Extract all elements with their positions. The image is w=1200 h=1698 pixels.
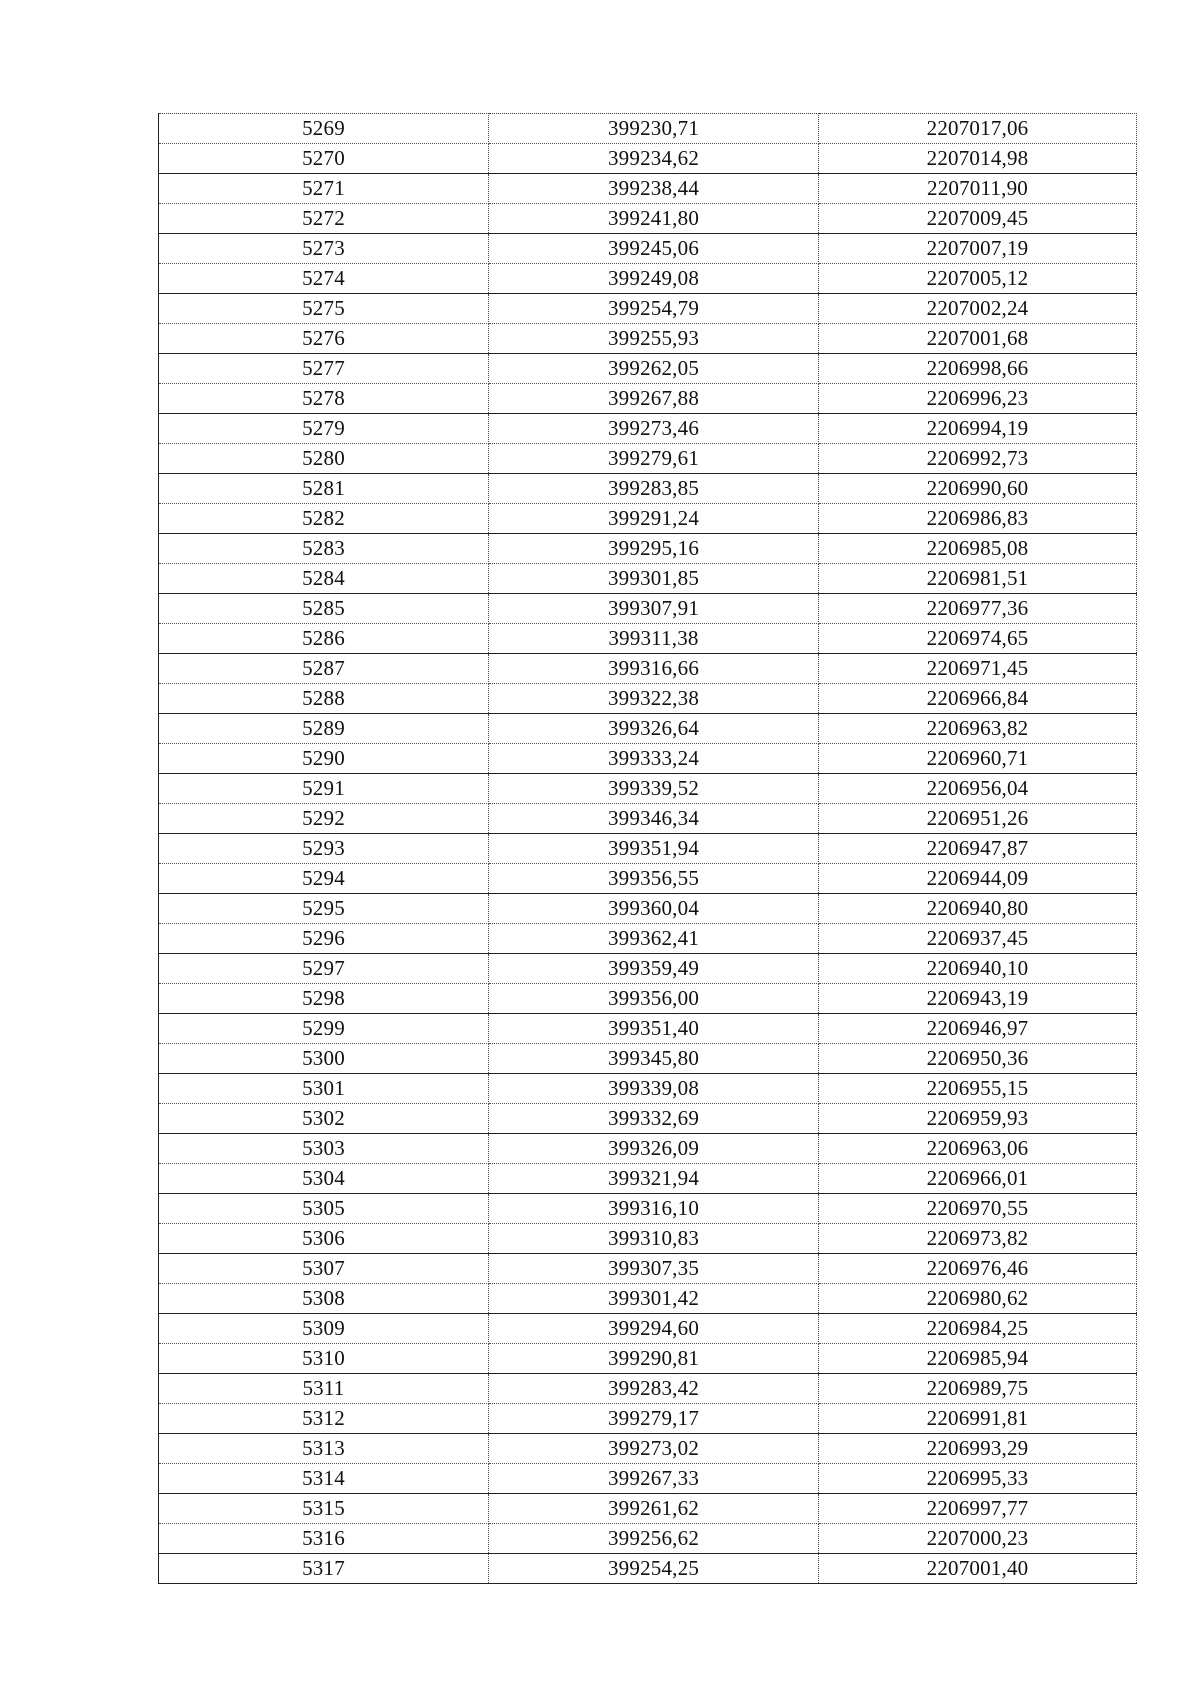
y-coordinate-cell: 2206985,08 [819, 534, 1137, 564]
x-coordinate-cell: 399256,62 [489, 1524, 819, 1554]
x-coordinate-cell: 399295,16 [489, 534, 819, 564]
x-coordinate-cell: 399301,42 [489, 1284, 819, 1314]
y-coordinate-cell: 2206960,71 [819, 744, 1137, 774]
y-coordinate-cell: 2206985,94 [819, 1344, 1137, 1374]
x-coordinate-cell: 399339,52 [489, 774, 819, 804]
x-coordinate-cell: 399321,94 [489, 1164, 819, 1194]
table-row [159, 204, 1137, 234]
point-number-cell: 5279 [159, 414, 489, 444]
x-coordinate-cell: 399294,60 [489, 1314, 819, 1344]
point-number-cell: 5294 [159, 864, 489, 894]
table-row [159, 1494, 1137, 1524]
point-number-cell: 5276 [159, 324, 489, 354]
point-number-cell: 5307 [159, 1254, 489, 1284]
y-coordinate-cell: 2206955,15 [819, 1074, 1137, 1104]
table-row [159, 624, 1137, 654]
x-coordinate-cell: 399273,46 [489, 414, 819, 444]
x-coordinate-cell: 399322,38 [489, 684, 819, 714]
x-coordinate-cell: 399316,66 [489, 654, 819, 684]
table-row [159, 234, 1137, 264]
y-coordinate-cell: 2206997,77 [819, 1494, 1137, 1524]
point-number-cell: 5317 [159, 1554, 489, 1584]
x-coordinate-cell: 399310,83 [489, 1224, 819, 1254]
y-coordinate-cell: 2206937,45 [819, 924, 1137, 954]
y-coordinate-cell: 2206973,82 [819, 1224, 1137, 1254]
y-coordinate-cell: 2206959,93 [819, 1104, 1137, 1134]
y-coordinate-cell: 2206966,84 [819, 684, 1137, 714]
point-number-cell: 5295 [159, 894, 489, 924]
y-coordinate-cell: 2206970,55 [819, 1194, 1137, 1224]
table-row [159, 1434, 1137, 1464]
y-coordinate-cell: 2206956,04 [819, 774, 1137, 804]
y-coordinate-cell: 2206995,33 [819, 1464, 1137, 1494]
table-row [159, 384, 1137, 414]
table-row [159, 324, 1137, 354]
x-coordinate-cell: 399311,38 [489, 624, 819, 654]
x-coordinate-cell: 399346,34 [489, 804, 819, 834]
x-coordinate-cell: 399279,61 [489, 444, 819, 474]
coordinates-table [158, 113, 1137, 1584]
y-coordinate-cell: 2207001,68 [819, 324, 1137, 354]
point-number-cell: 5312 [159, 1404, 489, 1434]
table-row [159, 1524, 1137, 1554]
y-coordinate-cell: 2206947,87 [819, 834, 1137, 864]
table-row [159, 534, 1137, 564]
point-number-cell: 5282 [159, 504, 489, 534]
table-row [159, 1254, 1137, 1284]
y-coordinate-cell: 2206998,66 [819, 354, 1137, 384]
point-number-cell: 5306 [159, 1224, 489, 1254]
y-coordinate-cell: 2206940,10 [819, 954, 1137, 984]
point-number-cell: 5281 [159, 474, 489, 504]
x-coordinate-cell: 399230,71 [489, 114, 819, 144]
x-coordinate-cell: 399245,06 [489, 234, 819, 264]
point-number-cell: 5310 [159, 1344, 489, 1374]
y-coordinate-cell: 2206946,97 [819, 1014, 1137, 1044]
x-coordinate-cell: 399326,64 [489, 714, 819, 744]
y-coordinate-cell: 2206944,09 [819, 864, 1137, 894]
y-coordinate-cell: 2206943,19 [819, 984, 1137, 1014]
y-coordinate-cell: 2206980,62 [819, 1284, 1137, 1314]
table-row [159, 1314, 1137, 1344]
x-coordinate-cell: 399249,08 [489, 264, 819, 294]
y-coordinate-cell: 2206990,60 [819, 474, 1137, 504]
table-row [159, 1464, 1137, 1494]
x-coordinate-cell: 399316,10 [489, 1194, 819, 1224]
y-coordinate-cell: 2206951,26 [819, 804, 1137, 834]
table-row [159, 144, 1137, 174]
x-coordinate-cell: 399356,55 [489, 864, 819, 894]
table-row [159, 744, 1137, 774]
y-coordinate-cell: 2206989,75 [819, 1374, 1137, 1404]
x-coordinate-cell: 399283,85 [489, 474, 819, 504]
point-number-cell: 5292 [159, 804, 489, 834]
y-coordinate-cell: 2206974,65 [819, 624, 1137, 654]
point-number-cell: 5297 [159, 954, 489, 984]
x-coordinate-cell: 399359,49 [489, 954, 819, 984]
y-coordinate-cell: 2206991,81 [819, 1404, 1137, 1434]
x-coordinate-cell: 399362,41 [489, 924, 819, 954]
point-number-cell: 5301 [159, 1074, 489, 1104]
table-row [159, 114, 1137, 144]
table-row [159, 714, 1137, 744]
point-number-cell: 5303 [159, 1134, 489, 1164]
table-row [159, 984, 1137, 1014]
y-coordinate-cell: 2207005,12 [819, 264, 1137, 294]
table-row [159, 1554, 1137, 1584]
point-number-cell: 5288 [159, 684, 489, 714]
y-coordinate-cell: 2206993,29 [819, 1434, 1137, 1464]
point-number-cell: 5302 [159, 1104, 489, 1134]
y-coordinate-cell: 2206996,23 [819, 384, 1137, 414]
table-row [159, 1374, 1137, 1404]
x-coordinate-cell: 399356,00 [489, 984, 819, 1014]
table-row [159, 564, 1137, 594]
table-row [159, 264, 1137, 294]
x-coordinate-cell: 399332,69 [489, 1104, 819, 1134]
point-number-cell: 5274 [159, 264, 489, 294]
point-number-cell: 5269 [159, 114, 489, 144]
y-coordinate-cell: 2206992,73 [819, 444, 1137, 474]
table-row [159, 954, 1137, 984]
point-number-cell: 5270 [159, 144, 489, 174]
table-row [159, 1194, 1137, 1224]
table-row [159, 864, 1137, 894]
point-number-cell: 5278 [159, 384, 489, 414]
point-number-cell: 5316 [159, 1524, 489, 1554]
table-row [159, 1044, 1137, 1074]
point-number-cell: 5313 [159, 1434, 489, 1464]
x-coordinate-cell: 399254,25 [489, 1554, 819, 1584]
table-row [159, 294, 1137, 324]
table-row [159, 894, 1137, 924]
point-number-cell: 5304 [159, 1164, 489, 1194]
table-row [159, 1344, 1137, 1374]
y-coordinate-cell: 2206950,36 [819, 1044, 1137, 1074]
table-row [159, 444, 1137, 474]
y-coordinate-cell: 2206963,82 [819, 714, 1137, 744]
point-number-cell: 5275 [159, 294, 489, 324]
table-row [159, 1164, 1137, 1194]
point-number-cell: 5287 [159, 654, 489, 684]
x-coordinate-cell: 399283,42 [489, 1374, 819, 1404]
y-coordinate-cell: 2207002,24 [819, 294, 1137, 324]
table-row [159, 924, 1137, 954]
x-coordinate-cell: 399254,79 [489, 294, 819, 324]
point-number-cell: 5283 [159, 534, 489, 564]
x-coordinate-cell: 399238,44 [489, 174, 819, 204]
y-coordinate-cell: 2206971,45 [819, 654, 1137, 684]
y-coordinate-cell: 2206963,06 [819, 1134, 1137, 1164]
point-number-cell: 5289 [159, 714, 489, 744]
point-number-cell: 5308 [159, 1284, 489, 1314]
y-coordinate-cell: 2206977,36 [819, 594, 1137, 624]
table-row [159, 1224, 1137, 1254]
y-coordinate-cell: 2207017,06 [819, 114, 1137, 144]
point-number-cell: 5299 [159, 1014, 489, 1044]
x-coordinate-cell: 399345,80 [489, 1044, 819, 1074]
y-coordinate-cell: 2207009,45 [819, 204, 1137, 234]
table-row [159, 504, 1137, 534]
x-coordinate-cell: 399326,09 [489, 1134, 819, 1164]
table-row [159, 354, 1137, 384]
table-row [159, 804, 1137, 834]
x-coordinate-cell: 399234,62 [489, 144, 819, 174]
y-coordinate-cell: 2206966,01 [819, 1164, 1137, 1194]
point-number-cell: 5284 [159, 564, 489, 594]
point-number-cell: 5277 [159, 354, 489, 384]
point-number-cell: 5305 [159, 1194, 489, 1224]
point-number-cell: 5280 [159, 444, 489, 474]
coordinates-table-body [159, 114, 1137, 1584]
x-coordinate-cell: 399279,17 [489, 1404, 819, 1434]
x-coordinate-cell: 399351,94 [489, 834, 819, 864]
table-row [159, 1134, 1137, 1164]
table-row [159, 684, 1137, 714]
x-coordinate-cell: 399262,05 [489, 354, 819, 384]
table-row [159, 594, 1137, 624]
y-coordinate-cell: 2207001,40 [819, 1554, 1137, 1584]
point-number-cell: 5273 [159, 234, 489, 264]
x-coordinate-cell: 399241,80 [489, 204, 819, 234]
table-row [159, 1074, 1137, 1104]
x-coordinate-cell: 399351,40 [489, 1014, 819, 1044]
y-coordinate-cell: 2207011,90 [819, 174, 1137, 204]
point-number-cell: 5293 [159, 834, 489, 864]
table-row [159, 1104, 1137, 1134]
point-number-cell: 5298 [159, 984, 489, 1014]
y-coordinate-cell: 2207014,98 [819, 144, 1137, 174]
table-row [159, 474, 1137, 504]
x-coordinate-cell: 399301,85 [489, 564, 819, 594]
point-number-cell: 5311 [159, 1374, 489, 1404]
x-coordinate-cell: 399267,88 [489, 384, 819, 414]
table-row [159, 1014, 1137, 1044]
point-number-cell: 5309 [159, 1314, 489, 1344]
x-coordinate-cell: 399261,62 [489, 1494, 819, 1524]
x-coordinate-cell: 399307,35 [489, 1254, 819, 1284]
point-number-cell: 5291 [159, 774, 489, 804]
point-number-cell: 5314 [159, 1464, 489, 1494]
x-coordinate-cell: 399307,91 [489, 594, 819, 624]
point-number-cell: 5272 [159, 204, 489, 234]
x-coordinate-cell: 399267,33 [489, 1464, 819, 1494]
point-number-cell: 5300 [159, 1044, 489, 1074]
x-coordinate-cell: 399273,02 [489, 1434, 819, 1464]
y-coordinate-cell: 2206984,25 [819, 1314, 1137, 1344]
x-coordinate-cell: 399290,81 [489, 1344, 819, 1374]
table-row [159, 1404, 1137, 1434]
x-coordinate-cell: 399255,93 [489, 324, 819, 354]
point-number-cell: 5271 [159, 174, 489, 204]
y-coordinate-cell: 2206981,51 [819, 564, 1137, 594]
point-number-cell: 5286 [159, 624, 489, 654]
table-row [159, 834, 1137, 864]
y-coordinate-cell: 2206940,80 [819, 894, 1137, 924]
y-coordinate-cell: 2206976,46 [819, 1254, 1137, 1284]
x-coordinate-cell: 399339,08 [489, 1074, 819, 1104]
table-row [159, 654, 1137, 684]
table-row [159, 414, 1137, 444]
y-coordinate-cell: 2206986,83 [819, 504, 1137, 534]
y-coordinate-cell: 2207000,23 [819, 1524, 1137, 1554]
table-row [159, 174, 1137, 204]
y-coordinate-cell: 2206994,19 [819, 414, 1137, 444]
x-coordinate-cell: 399333,24 [489, 744, 819, 774]
point-number-cell: 5296 [159, 924, 489, 954]
point-number-cell: 5290 [159, 744, 489, 774]
x-coordinate-cell: 399360,04 [489, 894, 819, 924]
point-number-cell: 5285 [159, 594, 489, 624]
table-row [159, 774, 1137, 804]
x-coordinate-cell: 399291,24 [489, 504, 819, 534]
table-row [159, 1284, 1137, 1314]
point-number-cell: 5315 [159, 1494, 489, 1524]
y-coordinate-cell: 2207007,19 [819, 234, 1137, 264]
